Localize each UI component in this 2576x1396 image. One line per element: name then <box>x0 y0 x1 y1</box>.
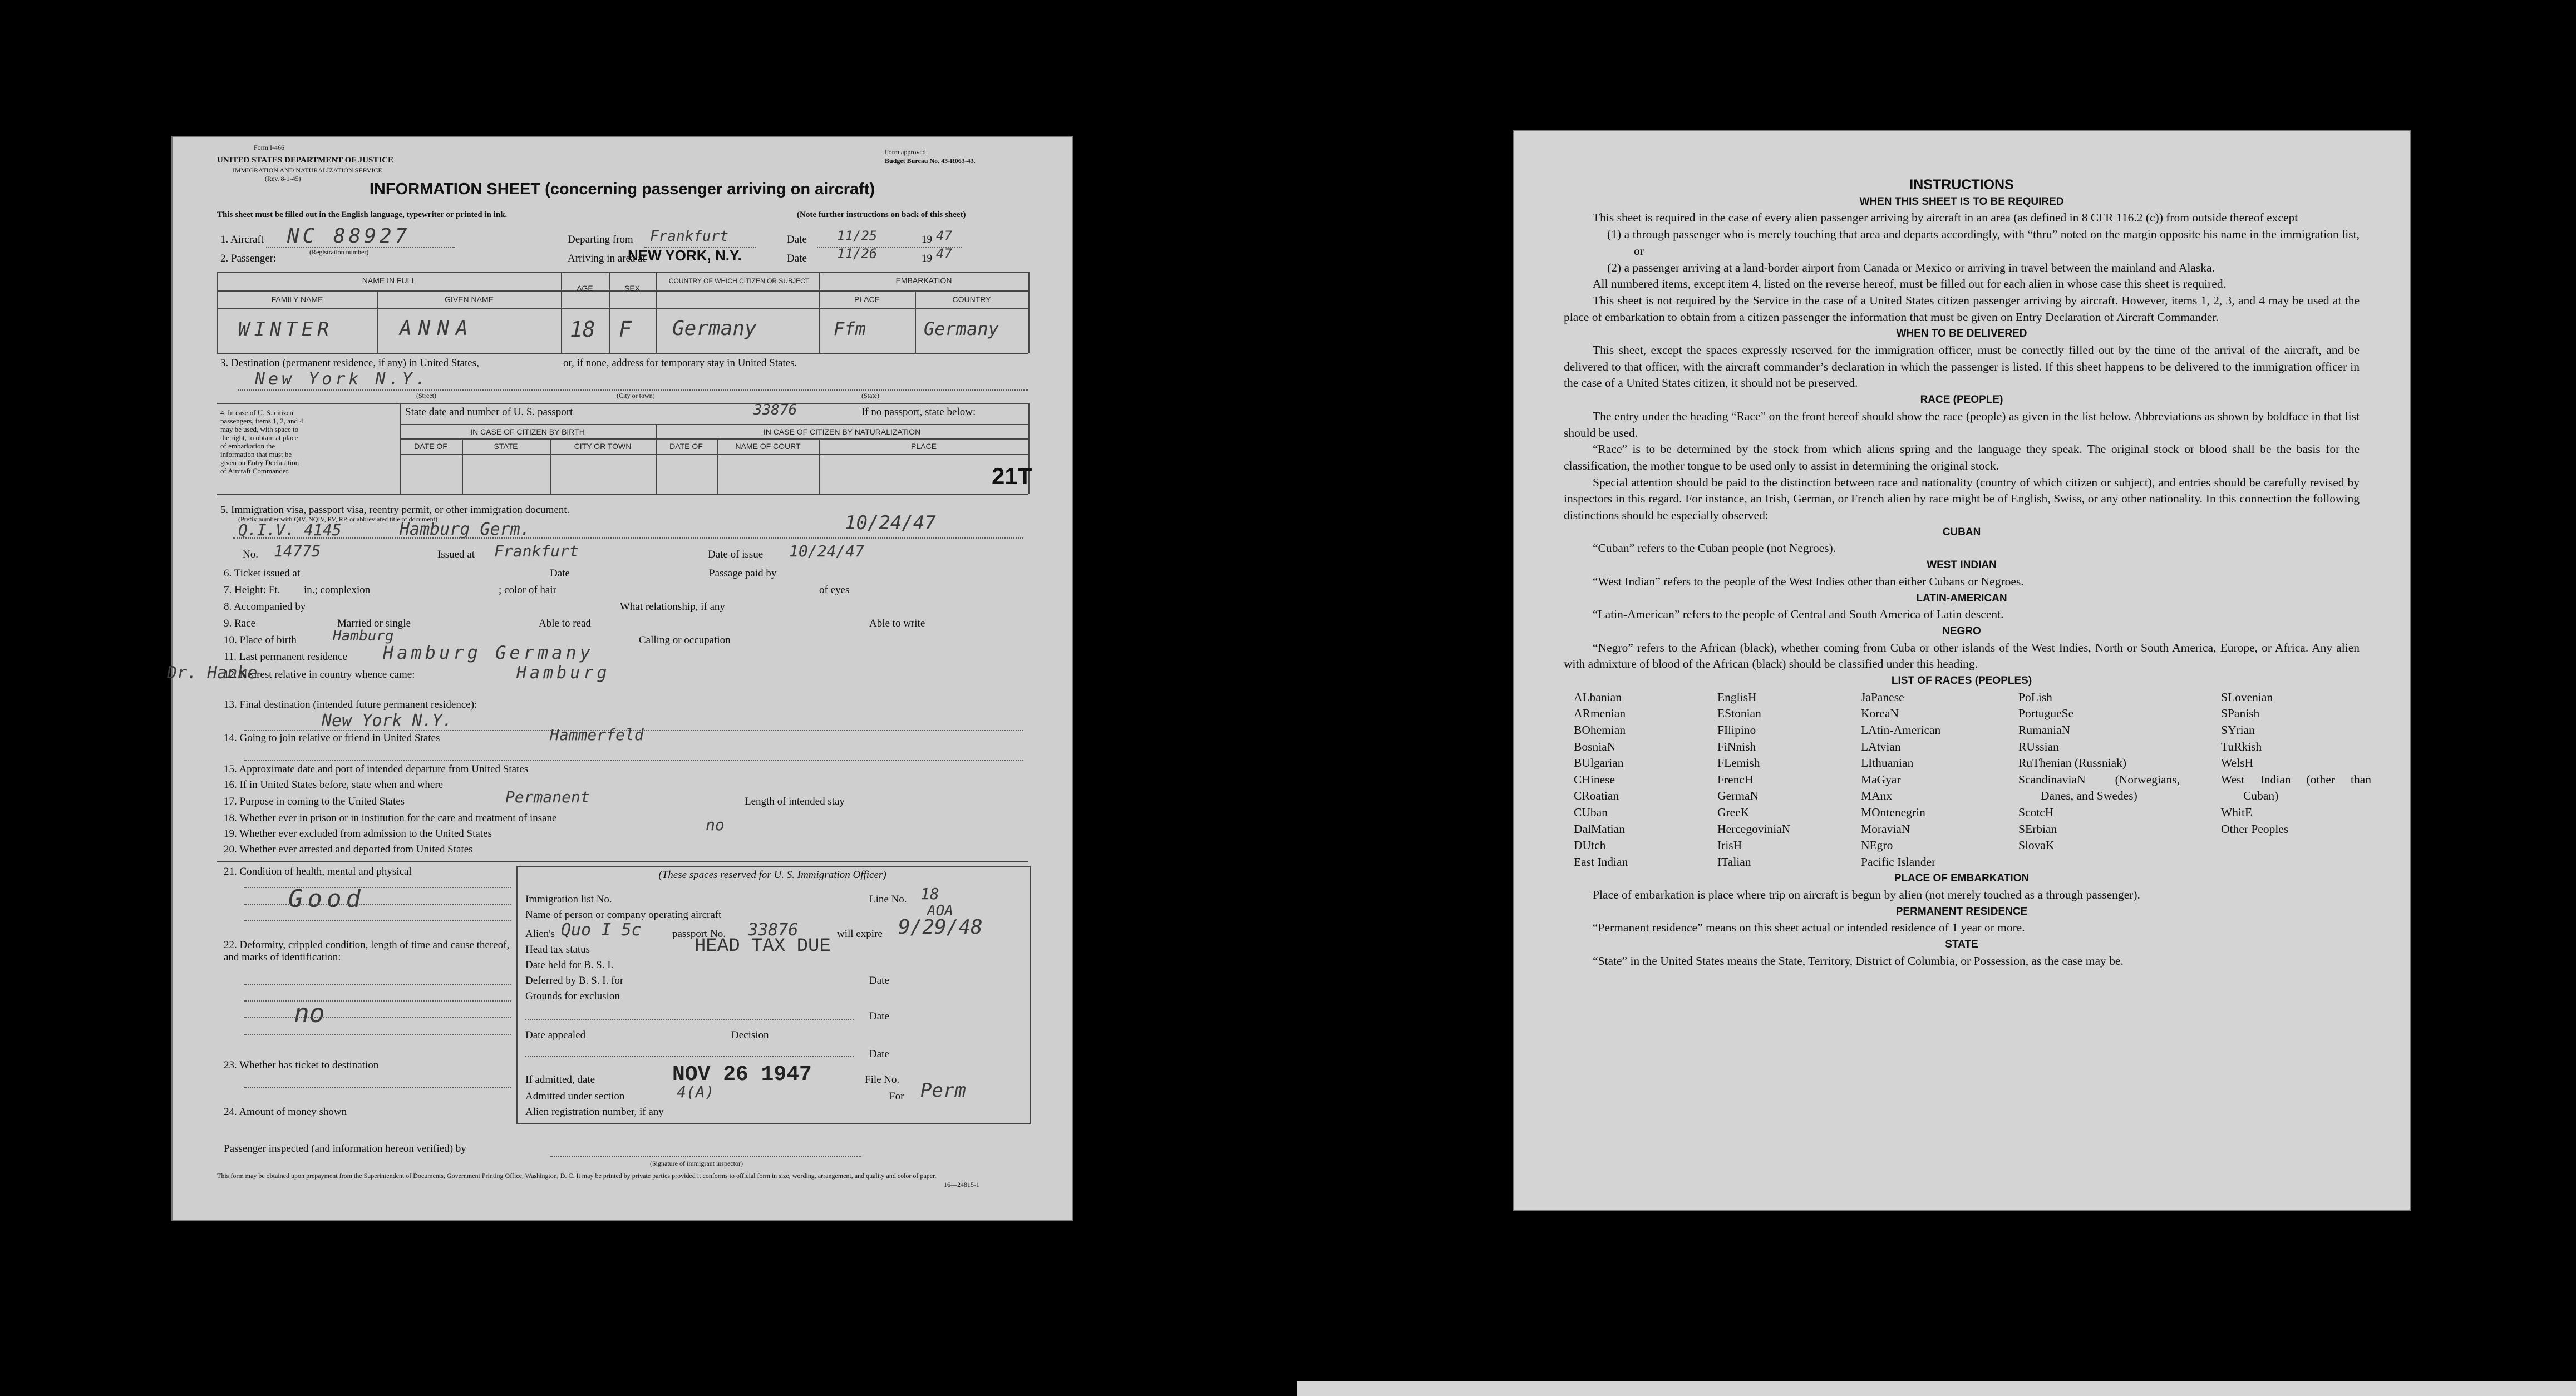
item13-value: New York N.Y. <box>322 711 452 731</box>
negro-definition: “Negro” refers to the African (black), whether coming from Cuba or other islands of the West Indies, North or South America, Europe, or Africa. Any alien with admixture of blood of the African (black) should be classified under this heading. <box>1564 640 2360 671</box>
issued-at-value: Frankfurt <box>494 542 579 560</box>
race-item: ScandinaviaN (Norwegians, Danes, and Swedes) <box>2018 772 2180 803</box>
item5-document-date: 10/24/47 <box>845 512 936 534</box>
header-age: AGE <box>577 284 593 293</box>
item6-paid-by-label: Passage paid by <box>709 568 777 579</box>
race-item: RUssian <box>2018 739 2059 753</box>
races-column-2 <box>1717 689 1861 871</box>
footer-code: 16—24815-1 <box>944 1181 979 1188</box>
item17-label: 17. Purpose in coming to the United States <box>224 796 405 807</box>
exception-2: (2) a passenger arriving at a land-border airport from Canada or Mexico or arriving in travel between the mainland and Alaska. <box>1607 260 2215 274</box>
paragraph-required: This sheet is required in the case of every alien passenger arriving by aircraft in an area (as defined in 8 CFR 116.2 (c)) from outside thereof except <box>1593 211 2298 225</box>
race-item: ITalian <box>1717 855 1751 869</box>
races-column-5 <box>2221 689 2371 871</box>
when-delivered-heading: WHEN TO BE DELIVERED <box>1896 328 2027 340</box>
alien-registration-label: Alien registration number, if any <box>525 1106 664 1118</box>
passport-no-label: passport No. <box>672 928 726 940</box>
company-value: AOA <box>927 902 953 919</box>
race-item: SLovenian <box>2221 690 2273 704</box>
race-item: LAtvian <box>1861 739 1901 753</box>
line-no-label: Line No. <box>869 894 907 905</box>
item8-label: 8. Accompanied by <box>224 601 306 613</box>
form-revision: (Rev. 8-1-45) <box>265 175 301 182</box>
immigration-list-label: Immigration list No. <box>525 894 612 905</box>
race-item: LAtin-American <box>1861 723 1941 737</box>
paragraph-race-entry: The entry under the heading “Race” on the front hereof should show the race (people) as given in the list below. Abbreviations as shown by boldface in that list should be used. <box>1564 409 2360 440</box>
race-item: IrisH <box>1717 838 1742 852</box>
item7-complexion-label: in.; complexion <box>304 584 371 596</box>
footer-note: This form may be obtained upon prepayment from the Superintendent of Documents, Government Printing Office, Washington, D. C. It may be printed by private parties provided it conforms to official form in size, wording, arrangement, and quality and color of paper. <box>217 1172 937 1180</box>
race-item: JaPanese <box>1861 690 1904 704</box>
destination-temp-label: or, if none, address for temporary stay in United States. <box>563 357 797 369</box>
budget-bureau: Budget Bureau No. 43-R063-43. <box>885 157 976 165</box>
race-item: Pacific Islander <box>1861 855 1936 869</box>
race-item: NEgro <box>1861 838 1893 852</box>
permanent-residence-definition: “Permanent residence” means on this sheet actual or intended residence of 1 year or more. <box>1593 921 2025 935</box>
destination-label: 3. Destination (permanent residence, if any) in United States, <box>220 357 479 369</box>
will-expire-label: will expire <box>837 928 883 940</box>
header-state: STATE <box>494 442 518 451</box>
family-name-value: WINTER <box>238 318 333 341</box>
header-place-2: PLACE <box>911 442 937 451</box>
item17-value: Permanent <box>505 788 590 806</box>
passport-state-label: State date and number of U. S. passport <box>405 406 573 418</box>
race-item: PortugueSe <box>2018 707 2074 721</box>
race-item: FrencH <box>1717 772 1754 786</box>
item17-stay-label: Length of intended stay <box>745 796 845 807</box>
stamp-number: 21T <box>992 463 1032 489</box>
sex-value: F <box>619 317 632 342</box>
race-item: CHinese <box>1574 772 1615 786</box>
item18-label: 18. Whether ever in prison or in institution for the care and treatment of insane <box>224 812 557 824</box>
file-no-label: File No. <box>865 1074 900 1086</box>
cuban-heading: CUBAN <box>1942 526 1981 538</box>
signature-caption: (Signature of immigrant inspector) <box>650 1160 743 1167</box>
race-item: MaGyar <box>1861 772 1901 786</box>
date-appealed-label: Date appealed <box>525 1029 586 1041</box>
item13-label: 13. Final destination (intended future permanent residence): <box>224 699 477 711</box>
item8-relationship-label: What relationship, if any <box>620 601 725 613</box>
item4-note: 4. In case of U. S. citizen passengers, items 1, 2, and 4 may be used, with space to the right, to obtain at place of embarkation the information that must be given on Entry Declaration of Aircraft Commander. <box>220 408 303 475</box>
negro-heading: NEGRO <box>1942 625 1981 637</box>
races-column-3 <box>1861 689 2018 871</box>
race-item: DalMatian <box>1574 822 1625 836</box>
cuban-definition: “Cuban” refers to the Cuban people (not Negroes). <box>1593 541 1836 555</box>
item23-label: 23. Whether has ticket to destination <box>224 1059 379 1071</box>
header-country-citizen: COUNTRY OF WHICH CITIZEN OR SUBJECT <box>668 277 810 285</box>
item5-caption: (Prefix number with QIV, NQIV, RV, RP, or abbreviated title of document) <box>238 515 437 523</box>
race-item: CRoatian <box>1574 789 1619 803</box>
race-item: BUlgarian <box>1574 756 1624 770</box>
item9-read-label: Able to read <box>539 618 591 629</box>
race-item: SYrian <box>2221 723 2255 737</box>
dest-state-caption: (State) <box>861 392 879 399</box>
date-of-issue-value: 10/24/47 <box>789 542 864 560</box>
item10-value: Hamburg <box>333 628 394 644</box>
head-tax-label: Head tax status <box>525 944 590 955</box>
race-item: West Indian (other than Cuban) <box>2221 772 2371 803</box>
header-city-town: CITY OR TOWN <box>574 442 632 451</box>
race-item: EnglisH <box>1717 690 1757 704</box>
item12-margin-note: Dr. Hanke <box>167 663 258 683</box>
year-prefix: 19 <box>922 234 932 245</box>
instructions-back <box>1513 130 2411 1211</box>
admitted-date-stamp: NOV 26 1947 <box>672 1063 812 1087</box>
header-country: COUNTRY <box>952 295 991 304</box>
item12-label: 12. Nearest relative in country whence came: <box>224 669 415 680</box>
item7-label: 7. Height: Ft. <box>224 584 280 596</box>
header-place: PLACE <box>854 295 880 304</box>
header-family-name: FAMILY NAME <box>271 295 323 304</box>
race-item: MOntenegrin <box>1861 805 1925 819</box>
item22-value: no <box>294 998 325 1028</box>
doc-no-value: 14775 <box>274 542 321 560</box>
race-item: East Indian <box>1574 855 1628 869</box>
embarkation-definition: Place of embarkation is place where trip on aircraft is begun by alien (not merely touched as a through passenger). <box>1593 888 2140 902</box>
item10-label: 10. Place of birth <box>224 634 297 646</box>
race-item: PoLish <box>2018 690 2052 704</box>
arriving-value: NEW YORK, N.Y. <box>628 247 742 264</box>
when-required-heading: WHEN THIS SHEET IS TO BE REQUIRED <box>1859 195 2064 208</box>
race-item: CUban <box>1574 805 1608 819</box>
for-value: Perm <box>920 1079 966 1102</box>
race-item: HercegoviniaN <box>1717 822 1791 836</box>
state-definition: “State” in the United States means the State, Territory, District of Columbia, or Possession, as the case may be. <box>1593 954 2124 968</box>
service-name: IMMIGRATION AND NATURALIZATION SERVICE <box>233 166 382 174</box>
race-item: GreeK <box>1717 805 1750 819</box>
departure-year: 47 <box>936 228 952 244</box>
item9-write-label: Able to write <box>869 618 925 629</box>
item11-value: Hamburg Germany <box>383 642 594 663</box>
header-embarkation: EMBARKATION <box>895 276 952 285</box>
item19-label: 19. Whether ever excluded from admission to the United States <box>224 828 492 840</box>
bsi-date-label: Date held for B. S. I. <box>525 959 614 971</box>
west-indian-heading: WEST INDIAN <box>1927 559 1997 571</box>
decision-date-label: Date <box>869 1048 889 1060</box>
given-name-value: ANNA <box>400 317 475 340</box>
race-item: SPanish <box>2221 707 2260 721</box>
item18-value: no <box>706 816 725 834</box>
race-item: RuThenian (Russniak) <box>2018 756 2127 770</box>
aircraft-label: 1. Aircraft <box>220 234 264 245</box>
destination-value: New York N.Y. <box>255 369 429 389</box>
form-number: Form I-466 <box>254 144 284 151</box>
date-label-2: Date <box>787 253 807 264</box>
information-sheet-front <box>167 136 1073 1221</box>
passport-no-value: 33876 <box>748 920 799 940</box>
race-item: LIthuanian <box>1861 756 1914 770</box>
state-heading: STATE <box>1945 939 1978 951</box>
dest-street-caption: (Street) <box>416 392 436 399</box>
item14-value: Hammerfeld <box>550 726 644 744</box>
item7-eyes-label: of eyes <box>819 584 850 596</box>
citizen-country-value: Germany <box>672 317 757 340</box>
paragraph-race-stock: “Race” is to be determined by the stock from which aliens spring and the language they speak. The original stock or blood shall be the basis for the classification, the mother tongue to be used only to assist in determining the original stock. <box>1564 442 2360 472</box>
departing-value: Frankfurt <box>650 228 728 245</box>
item9-label: 9. Race <box>224 618 255 629</box>
for-label: For <box>889 1091 904 1102</box>
arrival-year: 47 <box>936 246 952 262</box>
aliens-value: Quo I 5c <box>561 920 642 940</box>
race-item: MoraviaN <box>1861 822 1910 836</box>
item14-label: 14. Going to join relative or friend in United States <box>224 732 440 744</box>
item11-label: 11. Last permanent residence <box>224 651 347 663</box>
item12-value: Hamburg <box>516 663 610 683</box>
item21-value: Good <box>288 885 365 913</box>
registration-caption: (Registration number) <box>309 248 369 256</box>
race-item: TuRkish <box>2221 739 2262 753</box>
arriving-label: Arriving in area at <box>568 253 646 264</box>
header-date-of: DATE OF <box>414 442 447 451</box>
item9-married-label: Married or single <box>337 618 411 629</box>
officer-box-title: (These spaces reserved for U. S. Immigration Officer) <box>658 869 886 881</box>
issued-at-label: Issued at <box>437 549 475 560</box>
race-item: FIlipino <box>1717 723 1756 737</box>
west-indian-definition: “West Indian” refers to the people of the West Indies other than either Cubans or Negroes. <box>1593 574 2024 588</box>
header-citizen-birth: IN CASE OF CITIZEN BY BIRTH <box>470 427 585 436</box>
item21-label: 21. Condition of health, mental and physical <box>224 866 412 877</box>
race-item: MAnx <box>1861 789 1893 803</box>
race-item: BosniaN <box>1574 739 1616 753</box>
race-item: RumaniaN <box>2018 723 2071 737</box>
admitted-date-label: If admitted, date <box>525 1074 595 1086</box>
embark-country-value: Germany <box>924 318 999 339</box>
race-item: KoreaN <box>1861 707 1899 721</box>
inspected-by-label: Passenger inspected (and information hereon verified) by <box>224 1143 466 1155</box>
item6-label: 6. Ticket issued at <box>224 568 301 579</box>
races-column-4 <box>2018 689 2221 871</box>
arrival-date: 11/26 <box>837 246 878 262</box>
race-item: FLemish <box>1717 756 1760 770</box>
header-date-of-2: DATE OF <box>669 442 703 451</box>
race-item: Other Peoples <box>2221 822 2289 836</box>
paragraph-delivery: This sheet, except the spaces expressly reserved for the immigration officer, must be correctly filled out by the time of the arrival of the aircraft, and be delivered to that officer, with the aircraft commander’s declaration in which the passenger is listed. If this sheet happens to be delivered to the immigration officer in the case of a United States citizen, it should not be preserved. <box>1564 343 2360 390</box>
header-sex: SEX <box>624 284 640 293</box>
list-of-races-heading: LIST OF RACES (PEOPLES) <box>1891 675 2032 687</box>
race-item: SErbian <box>2018 822 2057 836</box>
item15-label: 15. Approximate date and port of intended departure from United States <box>224 763 529 775</box>
company-label: Name of person or company operating aircraft <box>525 909 722 921</box>
passenger-label: 2. Passenger: <box>220 253 277 264</box>
doc-no-label: No. <box>243 549 258 560</box>
race-item: WhitE <box>2221 805 2253 819</box>
item5-document: Q.I.V. 4145 <box>238 521 342 539</box>
aliens-label: Alien's <box>525 928 555 940</box>
race-item: SlovaK <box>2018 838 2055 852</box>
race-item: ALbanian <box>1574 690 1622 704</box>
language-note: This sheet must be filled out in the English language, typewriter or printed in ink. <box>217 210 508 219</box>
paragraph-citizen: This sheet is not required by the Service in the case of a United States citizen passenger arriving by aircraft. However, items 1, 2, 3, and 4 may be used at the place of embarkation to obtain from a citizen passenger the information that must be given on Entry Declaration of Aircraft Commander. <box>1564 293 2360 324</box>
latin-american-heading: LATIN-AMERICAN <box>1916 592 2007 604</box>
departing-label: Departing from <box>568 234 633 245</box>
form-title: INFORMATION SHEET (concerning passenger arriving on aircraft) <box>369 180 875 198</box>
item6-date-label: Date <box>550 568 570 579</box>
passport-number-value: 33876 <box>753 402 797 418</box>
line-no-value: 18 <box>920 885 939 903</box>
back-note: (Note further instructions on back of this sheet) <box>797 210 966 219</box>
dest-city-caption: (City or town) <box>617 392 655 399</box>
header-name-in-full: NAME IN FULL <box>362 276 416 285</box>
item5-document-place: Hamburg Germ. <box>400 520 530 539</box>
race-item: BOhemian <box>1574 723 1626 737</box>
paragraph-race-nationality: Special attention should be paid to the distinction between race and nationality (country of which citizen or subject), and entries should be carefully revised by inspectors in this regard. For instance, an Irish, German, or French alien by race might be of English, Swiss, or any other nationality. In this connection the following distinctions should be especially observed: <box>1564 475 2360 522</box>
race-item: ScotcH <box>2018 805 2054 819</box>
item16-label: 16. If in United States before, state when and where <box>224 779 444 791</box>
admitted-section-label: Admitted under section <box>525 1091 625 1102</box>
permanent-residence-heading: PERMANENT RESIDENCE <box>1895 905 2028 917</box>
header-citizen-naturalization: IN CASE OF CITIZEN BY NATURALIZATION <box>763 427 921 436</box>
item20-label: 20. Whether ever arrested and deported from United States <box>224 843 473 855</box>
deferred-date-label: Date <box>869 975 889 986</box>
age-value: 18 <box>570 317 595 342</box>
item7-hair-label: ; color of hair <box>499 584 556 596</box>
date-of-issue-label: Date of issue <box>708 549 764 560</box>
item24-label: 24. Amount of money shown <box>224 1106 347 1118</box>
race-item: ARmenian <box>1574 707 1626 721</box>
race-item: GermaN <box>1717 789 1759 803</box>
latin-american-definition: “Latin-American” refers to the people of Central and South America of Latin descent. <box>1593 608 2004 621</box>
item5-label: 5. Immigration visa, passport visa, reentry permit, or other immigration document. <box>220 504 570 516</box>
instructions-text <box>1564 177 2371 970</box>
races-column-1 <box>1574 689 1717 871</box>
exclusion-label: Grounds for exclusion <box>525 990 620 1002</box>
head-tax-stamp: HEAD TAX DUE <box>695 936 831 957</box>
header-given-name: GIVEN NAME <box>445 295 494 304</box>
paragraph-numbered-items: All numbered items, except item 4, listed on the reverse hereof, must be filled out for each alien in whose case this sheet is required. <box>1593 277 2226 291</box>
item10-occupation-label: Calling or occupation <box>639 634 731 646</box>
exception-1: (1) a through passenger who is merely touching that area and departs accordingly, with “thru” noted on the margin opposite his name in the immigration list, or <box>1607 228 2360 258</box>
aircraft-value: NC 88927 <box>287 225 411 248</box>
year-prefix-2: 19 <box>922 253 932 264</box>
race-heading: RACE (PEOPLE) <box>1920 394 2003 406</box>
race-item: FiNnish <box>1717 739 1756 753</box>
date-label: Date <box>787 234 807 245</box>
agency-name: UNITED STATES DEPARTMENT OF JUSTICE <box>217 156 394 165</box>
no-passport-label: If no passport, state below: <box>861 406 976 418</box>
embarkation-heading: PLACE OF EMBARKATION <box>1894 872 2030 885</box>
item22-label: 22. Deformity, crippled condition, length of time and cause thereof, and marks of identification: <box>224 939 510 963</box>
form-approved: Form approved. <box>885 148 928 156</box>
admitted-section-value: 4(A) <box>677 1083 715 1101</box>
will-expire-value: 9/29/48 <box>898 916 983 939</box>
header-name-of-court: NAME OF COURT <box>735 442 801 451</box>
races-list <box>1574 689 2371 871</box>
instructions-title: INSTRUCTIONS <box>1909 177 2014 193</box>
race-item: WelsH <box>2221 756 2253 770</box>
race-item: EStonian <box>1717 707 1761 721</box>
embark-place-value: Ffm <box>834 318 866 339</box>
deferred-label: Deferred by B. S. I. for <box>525 975 624 986</box>
decision-label: Decision <box>731 1029 769 1041</box>
departure-date: 11/25 <box>837 228 878 244</box>
next-page-edge <box>1297 1381 2576 1396</box>
exclusion-date-label: Date <box>869 1010 889 1022</box>
race-item: DUtch <box>1574 838 1606 852</box>
